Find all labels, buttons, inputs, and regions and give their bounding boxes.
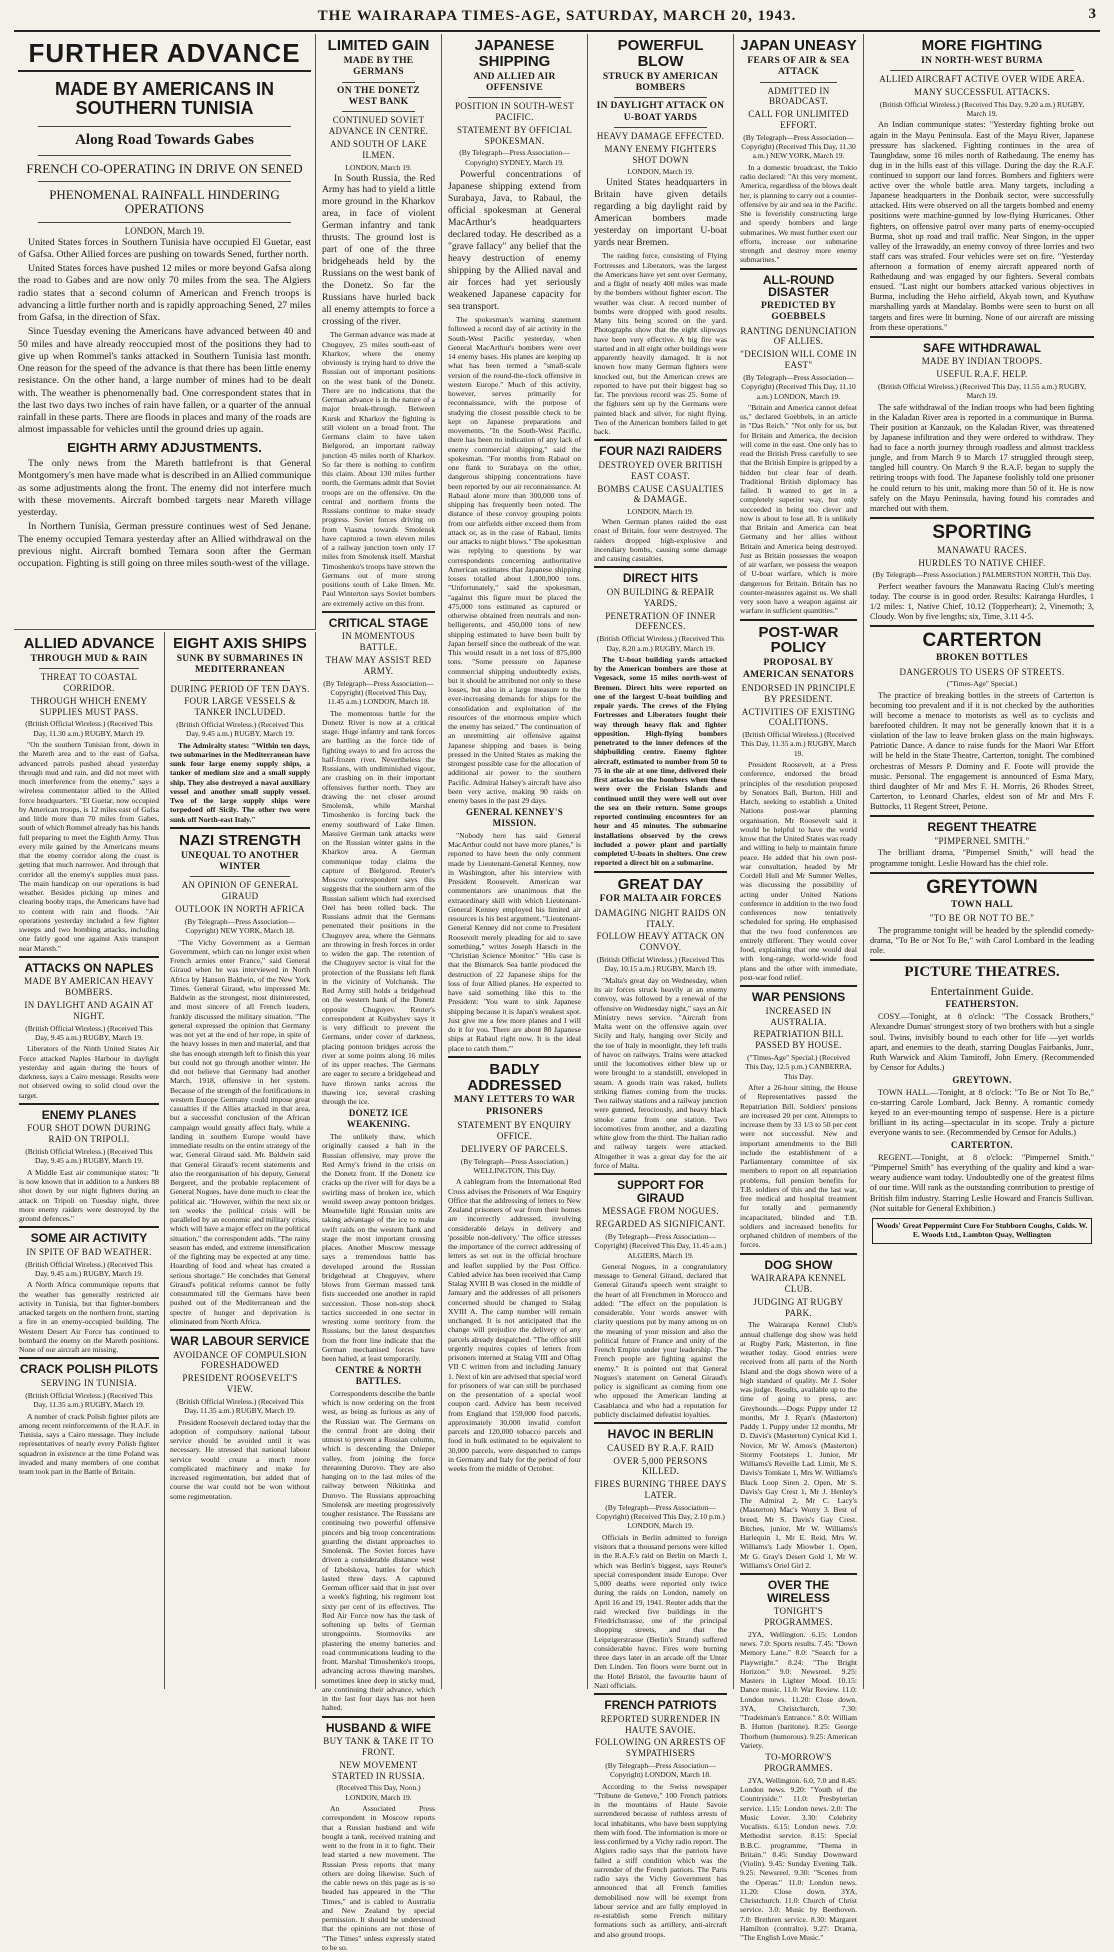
column-2-lower <box>165 632 316 1689</box>
article-body: "Britain and America cannot defeat us," declared Goebbels, in an article in "Das Reich." "Not only for us, but for Britain and America, the decision will come in the east. One only has to read the British Press carefully to see that the British Empire is gripped by a hidden but clear fear of death. Traditional British diplomacy has failed. It wanted to get in a completely superior way, but only succeeded in being too clever and now is about to lose all. It is unlikely that Britain and America can beat Germany and her allies without Britain and America being destroyed. Just as Britain possesses the weapon of air warfare, we possess the weapon of U-boat warfare, which is more dangerous for Britain. Britain has no counter-measures against us. We shall very soon have a weapon against air warfare in sufficient quantities." <box>740 402 857 616</box>
article-headline: DOG SHOW <box>764 1257 833 1272</box>
article-subheadline: CAUSED BY R.A.F. RAID <box>607 1442 714 1453</box>
article-credit: (By Telegraph—Press Association—Copyright) (Received This Day, 11.30 a.m.) NEW YORK, March 19. <box>741 132 856 161</box>
article-credit: (British Official Wireless.) (Received This Day, 8.20 a.m.) RUGBY, March 19. <box>596 634 725 653</box>
article-body: An Indian communique states: "Yesterday fighting broke out again in the Mayu Peninsula. East of the Mayu River, Japanese pressure has slackened. Fighting continues in the area of Taungbdaw, some 16 miles north of Rathedaung. The enemy has dug in in the hills east of this village. During the day the R.A.F. continued to support our land forces. Bombers and fighters were active over the whole battle area. Many targets, including a Japanese headquarters in the Donbaik sector, were successfully attacked. Hits were observed on all the targets bombed and enemy positions were machine-gunned by low-flying Hurricanes. Other fighters, on offensive patrol over many parts of enemy-occupied Burma, shot up road and trail traffic. Near Singon, in the upper valley of the Irrawaddy, an enemy convoy of three lorries and two staff cars was strafed. Four vehicles were set on fire. "Yesterday afternoon a formation of enemy aircraft appeared north of Rathedaung and was engaged by our fighters. Several combats ensued. "Last night our bombers attacked various objectives in Burma, including the Heho airfield, Akyab town, and Kyuthaw marshalling yards at Mandalay. Bombs were seen to burst on all targets and fires were lit burning. None of our aircraft are missing from these operations." <box>870 120 1094 332</box>
article-deck: NEW MOVEMENT STARTED IN RUSSIA. <box>332 1759 425 1781</box>
article-deck: THROUGH WHICH ENEMY SUPPLIES MUST PASS. <box>30 695 148 717</box>
article-subheadline: REPORTED SURRENDER IN HAUTE SAVOIE. <box>600 1713 721 1735</box>
article-subheadline: BUY TANK & TAKE IT TO FRONT. <box>323 1736 434 1758</box>
article-deck: THAW MAY ASSIST RED ARMY. <box>325 654 432 676</box>
article-deck: REPATRIATION BILL PASSED BY HOUSE. <box>753 1029 844 1051</box>
article-headline: JAPAN UNEASY <box>740 37 857 54</box>
article-deck: AN OPINION OF GENERAL GIRAUD <box>181 880 299 902</box>
article-credit: (British Official Wireless.) (Received This Day, 9.45 a.m.) RUGBY, March 19. <box>25 1023 153 1042</box>
article-deck: RANTING DENUNCIATION OF ALLIES. <box>740 325 857 347</box>
lead-paragraph: United States forces in Southern Tunisia have occupied El Guetar, east of Gafsa. Other Allied forces are pushing on towards Sened, further north. <box>18 236 311 260</box>
page-number: 3 <box>1088 6 1096 22</box>
article-headline: MORE FIGHTING <box>921 37 1043 54</box>
article-deck: AND SOUTH OF LAKE ILMEN. <box>330 138 427 160</box>
article-deck: FIRES BURNING THREE DAYS LATER. <box>594 1479 727 1500</box>
article-credit: (British Official Wireless.) (Received This Day, 11.35 a.m.) RUGBY, March 19. <box>176 1396 304 1416</box>
article-headline: JAPANESE SHIPPING <box>474 37 555 70</box>
article-deck: DAMAGING NIGHT RAIDS ON ITALY. <box>594 907 727 929</box>
article-deck: HURDLES TO NATIVE CHIEF. <box>918 557 1046 568</box>
article-section-heading: GREYTOWN. <box>952 1074 1012 1085</box>
article-body: "Nobody here has said General MacArthur could not have more planes," is reported to have been the only comment made by Lieutenant-General Kenney, now in Washington, after his interview with President Roosevelt. American war commentators are unanimous that the extraordinary skill with which Lieutenant-General Kenney employed his limited air resources is his best argument. "Lieutenant-General Kenney did not come to President Roosevelt merely pleading for aid to save something," writes Joseph Harsch in the "Christian Science Monitor." "His case is that the Bismarck Sea battle produced the destruction of 22 Japanese ships for the loss of four Allied planes. He expected to have said something like this to the President: 'You want to sink Japanese shipping because it is Japan's weakest spot. Just give me a few more planes and I will do it for you. There are about 80 Japanese ships at Rabaul right now. It is the ideal place to catch them.'" <box>448 830 581 1053</box>
article-subheadline: FEARS OF AIR & SEA ATTACK <box>747 55 850 78</box>
article-body: A Middle East air communique states: "It is now known that in addition to a Junkers 88 shot down by our night fighters during an attack on Tripoli on Tuesday night, three more enemy raiders were destroyed by the ground defences." <box>19 1167 159 1224</box>
article-credit: (By Telegraph—Press Association—Copyright) (Received This Day, 11.10 a.m.) LONDON, March 19. <box>741 372 856 401</box>
article-headline: POST-WAR POLICY <box>758 623 839 657</box>
article-deck: DURING PERIOD OF TEN DAYS. <box>170 683 310 694</box>
article-deck: ACTIVITIES OF EXISTING COALITIONS. <box>741 706 856 728</box>
article-subheadline: IN DAYLIGHT ATTACK ON U-BOAT YARDS <box>596 101 725 123</box>
article-body: The German advance was made at Chuguyev, 25 miles south-east of Kharkov, where the enemy obviously is trying hard to drive the Russian out of important positions on the west bank of the Donetz. There are no indications that the German advance is in the nature of a major break-through. Between Kursk and Kharkov the fighting is still violent on a broad front. The Germans claim to have taken Bielgorod, an important railway junction 45 miles north of Kharkov. So far there is nothing to confirm this claim. About 130 miles further north, the Germans admit that Soviet troops are on the offensive. On the central and northern fronts the Russians continue to make steady progress. Soviet forces driving on from Viasma towards Smolensk have captured a town eleven miles of a railway junction town only 17 miles from Smolensk itself. Marshal Timoshenko's troops have strewn the Germans out of more strong positions south of Lake Ilmen. Mr. Paul Winterton says Soviet bombers are extremely active on this front. <box>322 330 435 608</box>
article-body: In a domestic broadcast, the Tokio radio declared: "At this very moment, America, regardless of the blows dealt her, is planning to carry out a counter-offensive by air and sea in the Pacific. She is feverishly constructing large and speedy bombers and large submarines. We must further exert our efforts, increase our submarine strength and destroy more enemy submarines." <box>740 162 857 265</box>
article-body: The safe withdrawal of the Indian troops who had been fighting in the Kaladan River area is reported in a communique in Burma. Their position at Kanzauk, on the Kaladan River, was threatened by Japanese infiltration and they were ordered to withdraw. They had to face a north journey through roadless and almost trackless jungle, and from March 9 to March 17 struggled through steep, tangled hill country. On March 9 the R.A.F. began to supply the retiring troops with food. The Japanese foolishly told one prisoner he could return to his unit, making more than 50 of it. He is now safely on the Mayu Peninsula, having found his comrades and marched out with them. <box>870 402 1094 513</box>
article-deck: FOUR LARGE VESSELS & TANKER INCLUDED. <box>184 696 296 718</box>
article-deck: DANGEROUS TO USERS OF STREETS. <box>899 666 1065 677</box>
article-body: A North Africa communique reports that the weather has generally restricted air activity in Tunisia, but that fighter-bombers attacked targets on the northern front, starting a fire in an enemy-occupied building. The Western Desert Air Force has continued to bombard the enemy on the Mareth positions. None of our aircraft are missing. <box>19 1280 159 1355</box>
article-credit: (By Telegraph—Press Association—Copyright) SYDNEY, March 19. <box>459 148 570 167</box>
article-headline: SPORTING <box>932 521 1032 543</box>
article-headline: ATTACKS ON NAPLES <box>24 960 154 975</box>
article-headline: HUSBAND & WIFE <box>325 1720 432 1735</box>
article-credit: (By Telegraph—Press Association—Copyright) NEW YORK, March 18. <box>184 916 296 936</box>
article-deck: STATEMENT BY OFFICIAL SPOKESMAN. <box>456 124 573 146</box>
article-subheadline: IN NORTH-WEST BURMA <box>921 55 1043 66</box>
column-1-lower <box>14 632 165 1689</box>
article-subheadline: SERVING IN TUNISIA. <box>40 1378 138 1389</box>
article-credit: (Received This Day, Noon.) LONDON, March 19. <box>336 1783 421 1802</box>
article-body: REGENT.—Tonight, at 8 o'clock: "Pimpernel Smith." "Pimpernel Smith" has everything of the quality and kind a war-weary audience want today. Undoubtedly one of the greatest films of our time. Will rank as the outstanding contribution to prestige of British film industry. Starring Leslie Howard and Francis Sullivan. (Not suitable for General Exhibition.) <box>870 1153 1094 1213</box>
article-deck: CONTINUED SOVIET ADVANCE IN CENTRE. <box>328 115 429 137</box>
article-deck: HEAVY DAMAGE EFFECTED. <box>596 131 725 142</box>
article-headline: GREAT DAY <box>617 875 704 893</box>
article-deck: USEFUL R.A.F. HELP. <box>936 369 1028 380</box>
article-headline: POWERFUL BLOW <box>617 37 704 70</box>
article-credit: ("Times-Age" Special.) (Received This Day, 12.5 p.m.) CANBERRA, This Day. <box>745 1053 852 1081</box>
article-headline: EIGHT AXIS SHIPS <box>173 635 307 652</box>
article-subheadline: UNEQUAL TO ANOTHER WINTER <box>180 850 300 873</box>
article-headline: GREYTOWN <box>926 876 1038 898</box>
article-headline: WAR LABOUR SERVICE <box>170 1334 310 1349</box>
article-headline: PICTURE THEATRES. <box>904 964 1060 981</box>
article-subheadline: INCREASED IN AUSTRALIA. <box>765 1005 832 1027</box>
article-body: The practice of breaking bottles in the streets of Carterton is becoming too prevalent and if it is not checked by the authorities will become a menace to motorists as well as to cyclists and barefooted children. It may not be generally known that it is a violation of the law to leave broken glass on the main highways. Patriotic Dance. A dance to raise funds for the Maori War Effort will be held in the State Theatre, Carterton, tonight. The combined orchestras of Messrs P. Dominy and F. Foote will provide the music. Personal. The engagement is announced of Esma Mary, third daughter of Mr and Mrs F. H. Morris, 26 Rhodes Street, Carterton, to Leonard Charles, eldest son of Mr and Mrs F. Buttocks, 11 Regent Street, Petone. <box>870 690 1094 811</box>
article-subheadline: BROKEN BOTTLES <box>935 653 1029 664</box>
article-body: The raiding force, consisting of Flying Fortresses and Liberators, was the largest the Americans have yet sent over Germany, and a flight of nearly 400 miles was made by the bombers without fighter escort. The weather was clear. A record number of bombs were dropped with good results. Many hits being scored on the yard. Photographs show that the eight slipways have been very effective. A big fire was started and in all eight other buildings were apparently heavily damaged. It is not known how many German fighters were knocked out, but the American crews are reported to have put their biggest bag so far. The previous record was 25. Some of the fighters sent up by the Germans were painted black and silver, for night flying. Two of the American bombers failed to get back. <box>594 251 727 437</box>
article-deck: IN DAYLIGHT AND AGAIN AT NIGHT. <box>24 1000 154 1021</box>
article-credit: (British Official Wireless.) (Received This Day, 11.55 a.m.) RUGBY, March 19. <box>878 381 1086 401</box>
article-headline: SUPPORT FOR GIRAUD <box>617 1178 704 1205</box>
lead-subheadline: MADE BY AMERICANS IN SOUTHERN TUNISIA <box>54 79 274 119</box>
article-headline: SAFE WITHDRAWAL <box>923 340 1041 355</box>
article-body: "On the southern Tunisian front, down in the Mareth area and to the east of Gafsa, advanced patrols pushed ahead yesterday through mud and rain, and did not meet with much interference from the enemy," says a wireless commentator allied to the Allied force headquarters. "El Guetar, now occupied by American troops, is 12 miles east of Gafsa and little more than 70 miles from Gabes, south of which Rommel already has his hands full preparing to meet the Eighth Army. Thus every mile gained by the Americans means that the enemy corridor along the coast is getting that much narrower. And through that corridor all the enemy's supplies must pass. The main handicap on our operations is bad weather. Besides picking up mines and clearing booby traps, the Americans have had to content with rain and floods. "Air operations yesterday included a few fighter sweeps and two bombing attacks, including one fairly good one against Axis transport near Mareth." <box>19 740 159 953</box>
article-body: The U-boat building yards attacked by the American bombers are those at Vegesack, some 15 miles north-west of Bremen. Direct hits were reported on one of the largest U-boat building and repair yards. The crews of the Flying Fortresses and Liberators fought their way through heavy flak and fighter opposition. High-flying bombers penetrated to the inner defences of the shipbuilding centre. Enemy fighter aircraft, estimated to number from 50 to 75 in the air at one time, delivered their first attacks on the bombers when these were over the Frisian Islands and continued until they were well out over the sea on their return. Some groups reported continuing encounters for an hour and 45 minutes. The submarine installations observed by the crews included a power plant and partially completed U-boats in shelters. One crew reported a direct hit on a submarine. <box>594 654 727 868</box>
article-body: In South Russia, the Red Army has had to yield a little more ground in the Kharkov area, in face of violent German infantry and tank thrusts. The ground lost is part of one of the three bridgeheads held by the Russians on the west bank of the Donetz. So far the Russians have hurled back all enemy attempts to force a crossing of the river. <box>322 172 435 328</box>
article-section-heading: CENTRE & NORTH BATTLES. <box>335 1365 422 1387</box>
article-dateline: LONDON, March 19. <box>345 162 412 172</box>
article-body: 2YA, Wellington. 6.15: London news. 7.0: Sports results. 7.45: "Down Memory Lane." 8.0: "Search for a Playwright." 8.24: "The Bright Horizon." 9.0: Newsreel. 9.25: Masters in Lighter Mood. 10.15: Dance music. 11.0: War Review. 11.0: London news. 11.20: Close down. 3YA, Christchurch. 7.30: "Tradesman's Entrance." 8.0: William B. Hutton (baritone). 8.25: George Thorburn (humorous). 9.25: American Variety. <box>740 1629 857 1750</box>
article-subheadline: AVOIDANCE OF COMPULSION FORESHADOWED <box>173 1349 307 1371</box>
article-subheadline: FOUR SHOT DOWN DURING RAID ON TRIPOLI. <box>27 1123 151 1145</box>
article-subheadline: FOR MALTA AIR FORCES <box>599 894 722 905</box>
article-section-heading: FEATHERSTON. <box>945 999 1019 1010</box>
lead-section-heading: EIGHTH ARMY ADJUSTMENTS. <box>67 439 262 455</box>
masthead-title: THE WAIRARAPA TIMES-AGE, SATURDAY, MARCH 20, 1943. <box>317 8 797 24</box>
article-credit: (By Telegraph—Press Association.) PALMERSTON NORTH, This Day. <box>872 570 1092 580</box>
article-headline: SOME AIR ACTIVITY <box>30 1231 148 1246</box>
article-deck: FOLLOWING ON ARRESTS OF SYMPATHISERS <box>595 1737 726 1759</box>
article-body: Liberators of the Ninth United States Air Force attacked Naples Harbour in daylight yesterday and again during the hours of darkness, says a Cairo message. Results were not observed owing to solid cloud over the target. <box>19 1044 159 1100</box>
article-deck: OUTLOOK IN NORTH AFRICA <box>175 904 305 915</box>
article-headline: FRENCH PATRIOTS <box>604 1698 717 1713</box>
article-subheadline: "PIMPERNEL SMITH." <box>934 835 1030 846</box>
article-headline: ALL-ROUND DISASTER <box>762 272 835 300</box>
article-headline: BADLY ADDRESSED <box>467 1060 562 1094</box>
article-body: The programme tonight will be headed by the splendid comedy-drama, "To Be or Not To Be," with Carol Lombard in the leading role. <box>870 925 1094 956</box>
article-headline: REGENT THEATRE <box>927 820 1037 835</box>
article-headline: HAVOC IN BERLIN <box>607 1427 714 1442</box>
article-body: The Wairarapa Kennel Club's annual challenge dog show was held at Rugby Park, Masterton, in fine weather today. Good entries were received from all parts of the North Island and the dogs shown were of a high standard of quality. Mr J. Soler was judge. Results, available up to the time of going to press, are: Greyhounds.—Dogs: Puppy under 12 months, Mr J. Ryan's (Masterton) Paddy 1. Puppy under 12 months, Mr D. Davis's (Masterton) Cynical Kid 1. Novice, Mr W. Amos's (Masterton) Stormy Footsteps 1. Junior, Mr Williams's Reveille Lad. Limit, Mr S. Davis's Tomkate 1, Mrs W. Williams's Black Loop Siren 2. Open, Mr S. Davis's Gay Crest 1, Mr J. Henley's The Admiral 2, Mr C. Lacy's (Masterton) Mac's Worry 3. Best of breed, Mr S. Davis's Gay Crest. Bitches, junior, Mr W. Williams's Harlequin 1, Mr E. Reid, Mrs W. Williams's Lady Miowber 1. Open, Mr G. Gray's Desert Gold 1, Mr W. Williams's Oriel Girl 2. <box>740 1320 857 1570</box>
article-subheadline: TO-MORROW'S PROGRAMMES. <box>764 1752 833 1773</box>
article-subheadline: TONIGHT'S PROGRAMMES. <box>764 1606 833 1628</box>
article-body: The spokesman's warning statement followed a record day of air activity in the South-West Pacific yesterday, when General MacArthur's bombers were over 14 enemy bases. His planes are keeping up what has been termed a "small-scale version of the round-the-clock offensive in western Europe." Much of this activity, however, serves primarily for reconnaissance, with the purpose of studying the closest possible check to be kept on Japanese preparations and movements. "In the South-West Pacific, there has been no indication of any lack of enemy commercial shipping," said the spokesman. "For months from Rabaul on one flank to Surabaya on the other, dangerous shipping concentrations have been reported by our air reconnaissance. At Rabaul alone more than 300,000 tons of shipping has frequently been noted. The distance of these convoy grouping points from our airfields either exceed them from attack or, as in the case of Rabaul, limits our attacks to night blows." The spokesman was replying to questions by war correspondents concerning authoritative American estimates that Japanese shipping losses totalled about 1,800,000 tons. "Unfortunately," said the spokesman, "against this figure must be placed the 475,000 tons estimated as captured or otherwise obtained from neutrals and non-belligerents, and 450,000 tons of new shipping estimated to have been built by Japan herself since the outbreak of the war. This would result in a net loss of 875,000 tons. "Some pressure on Japanese commercial shipping undoubtedly exists, but it should be attributed not only to these losses, but also in a large measure to the ever-increasing demands for ships for the consolidation and exploitation of the resources of the enormous empire which the enemy has seized." The continuation of an unremitting air offensive against Japanese shipping and bases is being pressed in the United States as making the strongest possible case for the allocation of additional air power to the southern Pacific. Admiral Halsey's aircraft have also been very active, making 90 raids on enemy bases in the past 29 days. <box>448 315 581 806</box>
lead-deck-1: Along Road Towards Gabes <box>75 132 254 149</box>
article-body: Correspondents describe the battle which is now ordering on the front west, as being as furious as any of the Russian war. The Germans on the central front are doing their utmost to prevent a Russian column, which is descending the Dnieper valley, from joining the force threatening Durovo. They are also hanging on to the last miles of the railway between Nikitinka and Durovo. The Russians approaching Smolensk are meeting progressively tougher resistance. The Russians are continuing two powerful offensive pincers and big troop concentrations guarding the distant approaches to Smolensk. The Soviet forces have driven a considerable distance west of Izbolskova, battles for which lasted three days. A captured German officer said that in just over a week's fighting, his regiment lost sixty per cent of its effectives. The Red Air Force now has the task of softening up belts of German strongpoints. Stormoviks are plastering the enemy batteries and road communications leading to the front. Marshal Timoshenko's troops, advancing across thawing marshes, sometimes knee deep in sticky mud, are continuing their advance, which in the last four days has not been halted. <box>322 1388 435 1713</box>
article-body: An Associated Press correspondent in Moscow reports that a Russian husband and wife bought a tank, received training and went to the front in it to fight. Their lead started a new movement. The Russian Press reports that many others are doing likewise. Such of the cable news on this page as is so headed has appeared in the "The Times," and is cabled to Australia and New Zealand by special permission. It should be understood that the opinions are not those of "The Times" unless expressly stated to be so. <box>322 1804 435 1952</box>
article-headline: ALLIED ADVANCE <box>23 635 155 652</box>
masthead <box>14 4 1100 32</box>
article-subheadline: MADE BY THE GERMANS <box>343 55 414 78</box>
lead-deck-3: PHENOMENAL RAINFALL HINDERING OPERATIONS <box>49 187 280 217</box>
article-body: United States headquarters in Britain have given details regarding a big daylight raid by American bombers made yesterday on important U-boat yards near Bremen. <box>594 177 727 249</box>
article-deck: FOLLOW HEAVY ATTACK ON CONVOY. <box>596 931 725 953</box>
article-body: President Roosevelt, at a Press conference, endorsed the broad principles of the resolution proposed by Senators Ball, Burton, Hill and Hatch, seeking to establish a United Nations post-war planning organisation. Mr Roosevelt said it would be helpful to have the world know that the United States was ready and willing to help to maintain future peace. He added that his own post-war consultation, headed by Mr Cordell Hull and Mr Sumner Welles, was discussing the possibility of acting under United Nations conference in addition to the two food conferences now tentatively scheduled for spring. He emphasised that the two food conferences are entirely different. They would cover food, explaining that one would deal with long-range, world-wide food plans and the other with immediate, post-war food relief. <box>740 760 857 982</box>
lead-headline: FURTHER ADVANCE <box>28 38 301 68</box>
lead-paragraph: In Northern Tunisia, German pressure continues west of Sed Jenane. The enemy occupied Temara yesterday after an Allied withdrawal on the previous night. Aircraft bombed Temara soon after the German occupation. Fighting is still going on three miles south-west of the village. <box>18 521 311 570</box>
article-subheadline: DESTROYED OVER BRITISH EAST COAST. <box>598 459 723 481</box>
article-credit: (British Official Wireless.) (Received This Day, 10.15 a.m.) RUGBY, March 19. <box>596 955 725 974</box>
article-body: Perfect weather favours the Manawatu Racing Club's meeting today. The course is in good order. Results: Kairanga Hurdles, 1 1/2 miles: 1, Native Chief, 10.12 (Topperheart); 2, Vinemoth; 3, Cloudy. Won by five lengths; six, Time, 3.11 4-5. <box>870 581 1094 622</box>
article-dateline: LONDON, March 19. <box>627 167 694 177</box>
article-credit: (British Official Wireless.) (Received This Day, 11.30 a.m.) RUGBY, March 19. <box>25 719 153 738</box>
article-headline: LIMITED GAIN <box>327 37 430 54</box>
article-deck: "TO BE OR NOT TO BE." <box>929 913 1035 924</box>
lead-paragraph: The only news from the Mareth battlefront is that General Montgomery's men have made what is described in an Allied communique as some adjustments along the front. The enemy did not interfere much with these movements. Aircraft bombed targets near Mareth village yesterday. <box>18 458 311 519</box>
article-subheadline: PROPOSAL BY AMERICAN SENATORS <box>742 658 855 680</box>
article-subheadline: ON BUILDING & REPAIR YARDS. <box>606 586 715 608</box>
article-credit: (British Official Wireless.) (Received This Day, 9.20 a.m.) RUGBY, March 19. <box>879 99 1085 119</box>
article-section-heading: CARTERTON. <box>951 1140 1013 1151</box>
article-body: Officials in Berlin admitted to foreign visitors that a thousand persons were killed in the R.A.F.'s raid on Berlin on March 1, which was Berlin's biggest, says Reuter's special correspondent inside Europe. Over 5,000 deaths were reported only twice during the raids on London, namely on April 16 and 19, 1941. Reuter adds that the raid wrecked five buildings in the Friedrichstrasse, one of the principal shopping streets, and that the Leipzigerstrasse (Berlin's Strand) suffered considerable havoc. Fires were burning three days later in an arcade off the Unter Den Linden. Ten floors were burnt out in the Hotel Bristol, the favourite haunt of Nazi officials. <box>594 1532 727 1690</box>
article-subheadline: Entertainment Guide. <box>930 983 1034 998</box>
article-body: President Roosevelt declared today that the adoption of compulsory national labour service should be avoided until it was necessary. He stressed that national labour service would create a much more complicated machinery and make for increased regimentation, but added that of course the war could not be won without some regimentation. <box>170 1417 310 1501</box>
article-credit: ("Times-Age" Special.) <box>946 679 1018 689</box>
article-subheadline: IN SPITE OF BAD WEATHER. <box>26 1246 152 1257</box>
article-body: TOWN HALL.—Tonight, at 8 o'clock: "To Be or Not To Be," co-starring Carole Lombard, Jack Benny. A romantic comedy keyed to an ever-mounting tempo of suspense. Here is a picture brilliant in its acting—spectacular in its scope. Truly a picture everyone wants to see. (Recommended by Censor for Adults.) <box>870 1087 1094 1138</box>
article-subheadline: AND ALLIED AIR OFFENSIVE <box>473 71 556 93</box>
article-headline: OVER THE WIRELESS <box>767 1578 830 1605</box>
advertisement-text: Woods' Great Peppermint Cure For Stubborn Coughs, Colds. W. E. Woods Ltd., Lambton Quay, Wellington <box>876 1220 1088 1239</box>
article-deck: OVER 5,000 PERSONS KILLED. <box>613 1455 708 1477</box>
article-deck: CALL FOR UNLIMITED EFFORT. <box>748 109 849 130</box>
lead-paragraph: Since Tuesday evening the Americans have advanced between 40 and 50 miles and have already reoccupied most of the positions they had to give up when Rommel's tanks attacked in Southern Tunisia last month. One reason for the speed of the advance is that there has been little enemy resistance. On the other hand, a large number of mines had to be dealt with. The weather is phenomenally bad. One correspondent states that in the last two days two inches of rain have fallen, or a quarter of the annual rainfall in these parts. There are floods in places and many of the roads are almost impassable for vehicles until the ground dries up again. <box>18 326 311 436</box>
lead-story <box>14 34 316 630</box>
article-headline: CRACK POLISH PILOTS <box>19 1362 158 1377</box>
column-3 <box>316 34 442 1952</box>
article-body: The unlikely thaw, which originally caused a halt in the Russian offensive, may prove the Red Army's friend in the crisis on the Donetz front. If the Donetz ice cracks up the river will for days be a swirling mass of broken ice, which would sweep away pontoon bridges. Meanwhile light Russian units are taking advantage of the ice to make swift raids on the western bank and stage the most important crossing places. Another Moscow message says a tremendous battle has developed around the Russian bridgehead at Chuguyev, where blows from German massed tank fists succeeded one another in rapid succession. Those non-stop shock tactics succeeded in one sector in wresting some territory from the Russians, but the latest despatches from the front line indicate that the German mechanised forces have been halted, at least temporarily. <box>322 1132 435 1364</box>
article-dateline: LONDON, March 19. <box>627 507 694 517</box>
article-subheadline: MADE BY INDIAN TROOPS. <box>921 356 1043 367</box>
article-body: The momentous battle for the Donetz River is now at a critical stage. Huge infantry and tank forces are battling as the force tide of fighting sways to and fro across the half-frozen river. Nevertheless the Russians, with undiminished vigour, are crashing on in their important offensives further north. They are drawing the net closer around Smolensk, while Marshal Timoshenko is forcing back the enemy southward of Lake Ilmen. Massive German tank attacks were on the Russian winter gains in the Kharkov area. A German communique today claims the capture of Bielgorod. Reuter's Moscow correspondent says this suggests that the southern arm of the Russian salient which had exercised Orel has been rolled back. The Russians admit that the Germans penetrated their positions in the Chuguyev area, where the Germans are throwing in fresh forces in order to widen the gap. The retention of the Chuguyev sector is vital for the protection of the Russians left flank in the vicinity of Volchansk. The Red Army still holds a bridgehead on the western bank of the Donetz opposite Chuguyev. Reuter's correspondent at Kuibyshev says it is very difficult to prevent the Germans, under cover of darkness, placing pontoon bridges across the river at some points along 16 miles of its upper reaches. The Germans are eager to secure a bridgehead and have thrown tanks across the thawing ice, several crashing through the ice. <box>322 708 435 1107</box>
article-body: After a 26-hour sitting, the House of Representatives passed the Repatriation Bill. Soldiers' pensions are increased 20 per cent. Attempts to increase them by 33 1/3 to 50 per cent were not successful. New and important amendments to the Bill include the establishment of a Parliamentary committee of six members to report on all repatriation problems, full pension benefits for T.B. soldiers of this and the last war, free medical and hospital treatment for totally and permanently incapacitated, blinded and T.B. soldiers and increased benefits for orphaned children of members of the forces. <box>740 1083 857 1250</box>
article-deck: PRESIDENT ROOSEVELT'S VIEW. <box>182 1373 298 1395</box>
article-headline: CARTERTON <box>922 630 1042 652</box>
article-subheadline: MANAWATU RACES. <box>937 544 1027 555</box>
column-5 <box>588 34 734 1939</box>
article-body: Powerful concentrations of Japanese shipping extend from Surabaya, Java, to Rabaul, the official spokesman at General MacArthur's headquarters declared today. He described as a "grave fallacy" any belief that the heavy destruction of enemy shipping by the Allied naval and air forces had yet seriously weakened Japanese capacity for sea transport. <box>448 169 581 313</box>
article-subheadline: MADE BY AMERICAN HEAVY BOMBERS. <box>24 976 154 998</box>
article-deck: STATEMENT BY ENQUIRY OFFICE. <box>457 1120 572 1141</box>
article-headline: NAZI STRENGTH <box>179 831 301 849</box>
article-body: According to the Swiss newspaper "Tribune de Geneve," 100 French patriots in the mountains of Haute Savoie surrendered because of ruthless arrests of local inhabitants, who have been supplying them with food. The information is more or less confirmed by a Vichy radio report. The Algiers radio says that the patriots have failed a stiff condition which was the surrender of the French patriots. The Paris radio says the Vichy Government has announced that all French families demobilised now will be exempt from labour service and are fully employed in re-establish some French military formations such as artillery, anti-aircraft and also ground troops. <box>594 1781 727 1939</box>
article-credit: (By Telegraph—Press Association—Copyright) (Received This Day, 11.45 a.m.) LONDON, March 18. <box>323 678 434 707</box>
article-credit: (By Telegraph—Press Association—Copyright) (Received This Day, 2.10 p.m.) LONDON, March 19. <box>596 1502 725 1531</box>
article-deck: "DECISION WILL COME IN EAST" <box>740 349 857 370</box>
article-body: When German planes raided the east coast of Britain, four were destroyed. The raiders dropped high-explosive and incendiary bombs, causing some damage and causing casualties. <box>594 517 727 564</box>
article-subheadline: MESSAGE FROM NOGUES. <box>602 1206 719 1217</box>
article-credit: (By Telegraph—Press Association—Copyright) LONDON, March 18. <box>605 1760 716 1780</box>
article-body: "Malta's great day on Wednesday, when its air forces struck heavily at an enemy convoy, was followed by a renewal of the offensive on Wednesday night," says an Air Ministry news service. "Aircraft from Malta went on the offensive again over Sicily and Italy, hanging over Sicily and the toe of Italy in moonlight, they left trails of havoc on railways. Trains were attacked until the locomotives either blew up or were brought to a standstill, enveloped in steam. A goods train was raked, bullets striking flames coming from the trucks. Two railway stations and a railway junction were gunned, ferociously, and heavy black smoke came from one station. Two locomotives from another, and a dazzling white glow from the third. The Italian radio and railway targets were attacked. Altogether it was a great day for the air force of Malta. <box>594 975 727 1170</box>
article-deck: REGARDED AS SIGNIFICANT. <box>595 1218 726 1229</box>
article-deck: ENDORSED IN PRINCIPLE BY PRESIDENT. <box>741 682 856 704</box>
article-deck: ADMITTED IN BROADCAST. <box>767 85 830 107</box>
article-subheadline: STRUCK BY AMERICAN BOMBERS <box>602 71 719 93</box>
article-deck: THREAT TO COASTAL CORRIDOR. <box>40 672 138 693</box>
article-subheadline: IN MOMENTOUS BATTLE. <box>341 631 416 653</box>
article-deck: MANY SUCCESSFUL ATTACKS. <box>913 86 1051 97</box>
article-subheadline: ON THE DONETZ WEST BANK <box>337 85 420 107</box>
article-body: COSY.—Tonight, at 8 o'clock: "The Cossack Brothers," Alexandre Dumas' strongest story of two brothers with but a single soul. Twins, invisibly bound to each other for life —yet worlds apart, and enemies to the death, starring Douglas Fairbanks, Junr., Ruth Warwick and Akim Tamiroff, John Emery. (Recommended by Censor for Adults.) <box>870 1012 1094 1072</box>
article-headline: WAR PENSIONS <box>751 990 846 1005</box>
article-body: A cablegram from the International Red Cross advises the Prisoners of War Enquiry Office that the addressing of letters to New Zealand prisoners of war from their homes are incorrectly addressed, involving considerable delays in delivery and 'possible non-delivery.' The office stresses the importance of the correct addressing of letters as set out in the official brochure and leaflet supplied by the Post Office. Cabled advice has been received that Camp Stalag XVIII B was closed in the middle of January and the addresses of all prisoners concerned should be changed to Stalag XVIII A. The camp number will remain unchanged. It is not anticipated that the change will prejudice the delivery of any parcels already despatched. "The office still urgently requires copies of letters from prisoners interned at Stalag VIII and Oflag VII C written from and including January 1. Next of kin are advised that special word for prisoners of war can still be purchased on the presentation of a special wool coupon card. Advice has been received from England that 159,000 food parcels, approximately 30,000 invalid comfort parcels and 120,000 tobacco parcels and food in bulk estimated to be equivalent to 30,000 parcels, were despatched to camps in Germany and Italy for the period of four weeks from the middle of October. <box>448 1177 581 1474</box>
article-credit: (British Official Wireless.) (Received This Day, 11.35 a.m.) RUGBY, March 19. <box>740 730 857 758</box>
article-deck: BOMBS CAUSE CASUALTIES & DAMAGE. <box>597 483 724 505</box>
article-section-heading: DONETZ ICE WEAKENING. <box>346 1108 411 1130</box>
article-body: A number of crack Polish fighter pilots are among recent reinforcements of the R.A.F. in Tunisia, says a Cairo message. They include representatives of nearly every Polish fighter squadron in existence at the time Poland was invaded and many members of one combat team took part in the Battle of Britain. <box>19 1411 159 1477</box>
column-4 <box>442 34 588 1689</box>
article-body: 2YA, Wellington. 6.0, 7.0 and 8.45: London news. 9.20: "Youth of the Countryside." 11.0: Presbyterian service. 1.15: London news. 2.0: The Music Lover. 3.30: Celebrity Vocalists. 6.15: London news. 7.0: Methodist service. 8.15: Special B.B.C. programme, "Thema in Britain." 8.45: Sunday Downward (Violin). 9.45: Sunday Evening Talk. 9.25: Newsreel. 9.30: "Scenes from the Operas." 11.0: London news. 11.20: Close down. 3YA, Christchurch. 11.0: Church of Christ service. 3.0: Music by Beethoven. 7.0: Brethren service. 8.30: Margaret Hamilton (contralto). 9.27: Drama, "The English Love Music." <box>740 1775 857 1943</box>
article-credit: (British Official Wireless.) (Received This Day, 11.35 a.m.) RUGBY, March 19. <box>25 1390 153 1410</box>
article-subheadline: TOWN HALL <box>951 899 1013 910</box>
article-headline: DIRECT HITS <box>622 571 699 586</box>
article-subheadline: THROUGH MUD & RAIN <box>30 653 148 664</box>
article-credit: (British Official Wireless.) (Received This Day, 9.45 a.m.) RUGBY, March 19. <box>25 1147 153 1166</box>
article-body: The Admiralty states: "Within ten days, two submarines in the Mediterranean have sunk four large enemy supply ships, a tanker of medium size and a small supply ship. They also destroyed a naval auxiliary vessel and another small supply vessel. Two of the large supply ships were torpedoed off Sicily. The other two were sunk off North-east Italy." <box>170 740 310 824</box>
article-deck: POSITION IN SOUTH-WEST PACIFIC. <box>454 101 575 123</box>
article-deck: MANY ENEMY FIGHTERS SHOT DOWN <box>604 143 717 165</box>
column-6 <box>734 34 864 1943</box>
article-deck: DELIVERY OF PARCELS. <box>460 1143 569 1154</box>
advertisement <box>872 1218 1092 1245</box>
column-7 <box>864 34 1100 1689</box>
article-credit: (By Telegraph—Press Association—Copyright) (Received This Day, 11.45 a.m.) ALGIERS, March 19. <box>594 1231 727 1260</box>
article-body: "The Vichy Government as a German Government, which can no longer exist when French armies enter France," said General Giraud when he was interviewed in North Africa by Hanson Baldwin, of the New York Times. General Giraud, who impressed Mr. Baldwin as the strongest, most disinterested, and most sincere of all French leaders, frankly discussed the military situation. "The general expressed the opinion that Germany was not yet at the end of her rope, in spite of the heavy losses in men and material, and that she has enough strength left to finish this year but could not go through another winter. He did not believe that Germany had another March, 1918, offensive in her system. Because of the strength of the fortifications in western Europe Germany could impose great casualties if the Allies attacked in that area, but a successful conclusion of the African campaign would greatly affect Italy, while a landing in southern Europe would have immediate results on the entire strategy of the war, General Giraud said. Mr. Baldwin said that General Giraud's recent statements and also the reorganisation of his deputy, General Bergeret, and the probable replacement of General Nogues, have done much to clear the political air. "However, within the next six or ten weeks the political crisis will be paralleled by an economic and military crisis, which will have a major effect on the political situation," the correspondent adds. "The rainy season has ended, and extreme intensification of the fighting may be expected at any time. Hoarding of food and wheat has created a serious shortage." He concludes that General Giraud's political reforms cannot be fully consummated till the Germans have been pushed out of the Mediterranean and the spectre of hunger and deprivation is eliminated from North Africa. <box>170 937 310 1326</box>
article-deck: ALLIED AIRCRAFT ACTIVE OVER WIDE AREA. <box>879 74 1085 85</box>
article-body: The brilliant drama, "Pimpernel Smith," will head the programme tonight. Leslie Howard has the chief role. <box>870 848 1094 868</box>
article-deck: PENETRATION OF INNER DEFENCES. <box>605 610 716 632</box>
article-subheadline: WAIRARAPA KENNEL CLUB. <box>750 1273 847 1295</box>
article-headline: ENEMY PLANES <box>41 1107 137 1122</box>
article-section-heading: GENERAL KENNEY'S MISSION. <box>465 807 564 829</box>
article-subheadline: SUNK BY SUBMARINES IN MEDITERRANEAN <box>176 653 304 676</box>
article-credit: (British Official Wireless.) (Received This Day, 9.45 a.m.) RUGBY, March 19. <box>25 1259 153 1279</box>
article-deck: JUDGING AT RUGBY PARK. <box>753 1296 844 1318</box>
article-body: General Nogues, in a congratulatory message to General Giraud, declared that General Giraud's speech went straight to the heart of all Frenchmen in Morocco and added: "The effect on the population is considerable. Your words answer with clarity questions put by many among us on the meaning of your mission and also the political future of France and unity of the French Empire under your leadership. The French people are fighting against the enemy." It is pointed out that General Nogues's statement on General Giraud's policy is significant as coming from one who opposed the American landing at Casablanca and who had a reputation for publicly disclaimed defeatist loyalties. <box>594 1261 727 1419</box>
lead-dateline: LONDON, March 19. <box>124 225 205 236</box>
article-subheadline: PREDICTED BY GOEBBELS <box>760 300 837 323</box>
lead-paragraph: United States forces have pushed 12 miles or more beyond Gafsa along the road to Gabes and are now only 70 miles from the sea. The Algiers radio states that a second column of American and French troops is advancing a little further north and is rapidly approaching Sened, 27 miles from Gafsa, in the direction of Sfax. <box>18 263 311 324</box>
article-credit: (British Official Wireless.) (Received This Day, 9.45 a.m.) RUGBY, March 19. <box>176 719 304 739</box>
article-subheadline: MANY LETTERS TO WAR PRISONERS <box>453 1095 576 1117</box>
article-headline: FOUR NAZI RAIDERS <box>599 444 722 459</box>
article-credit: (By Telegraph—Press Association.) WELLINGTON, This Day. <box>460 1156 569 1175</box>
article-headline: CRITICAL STAGE <box>328 615 429 630</box>
lead-deck-2: FRENCH CO-OPERATING IN DRIVE ON SENED <box>26 160 303 176</box>
